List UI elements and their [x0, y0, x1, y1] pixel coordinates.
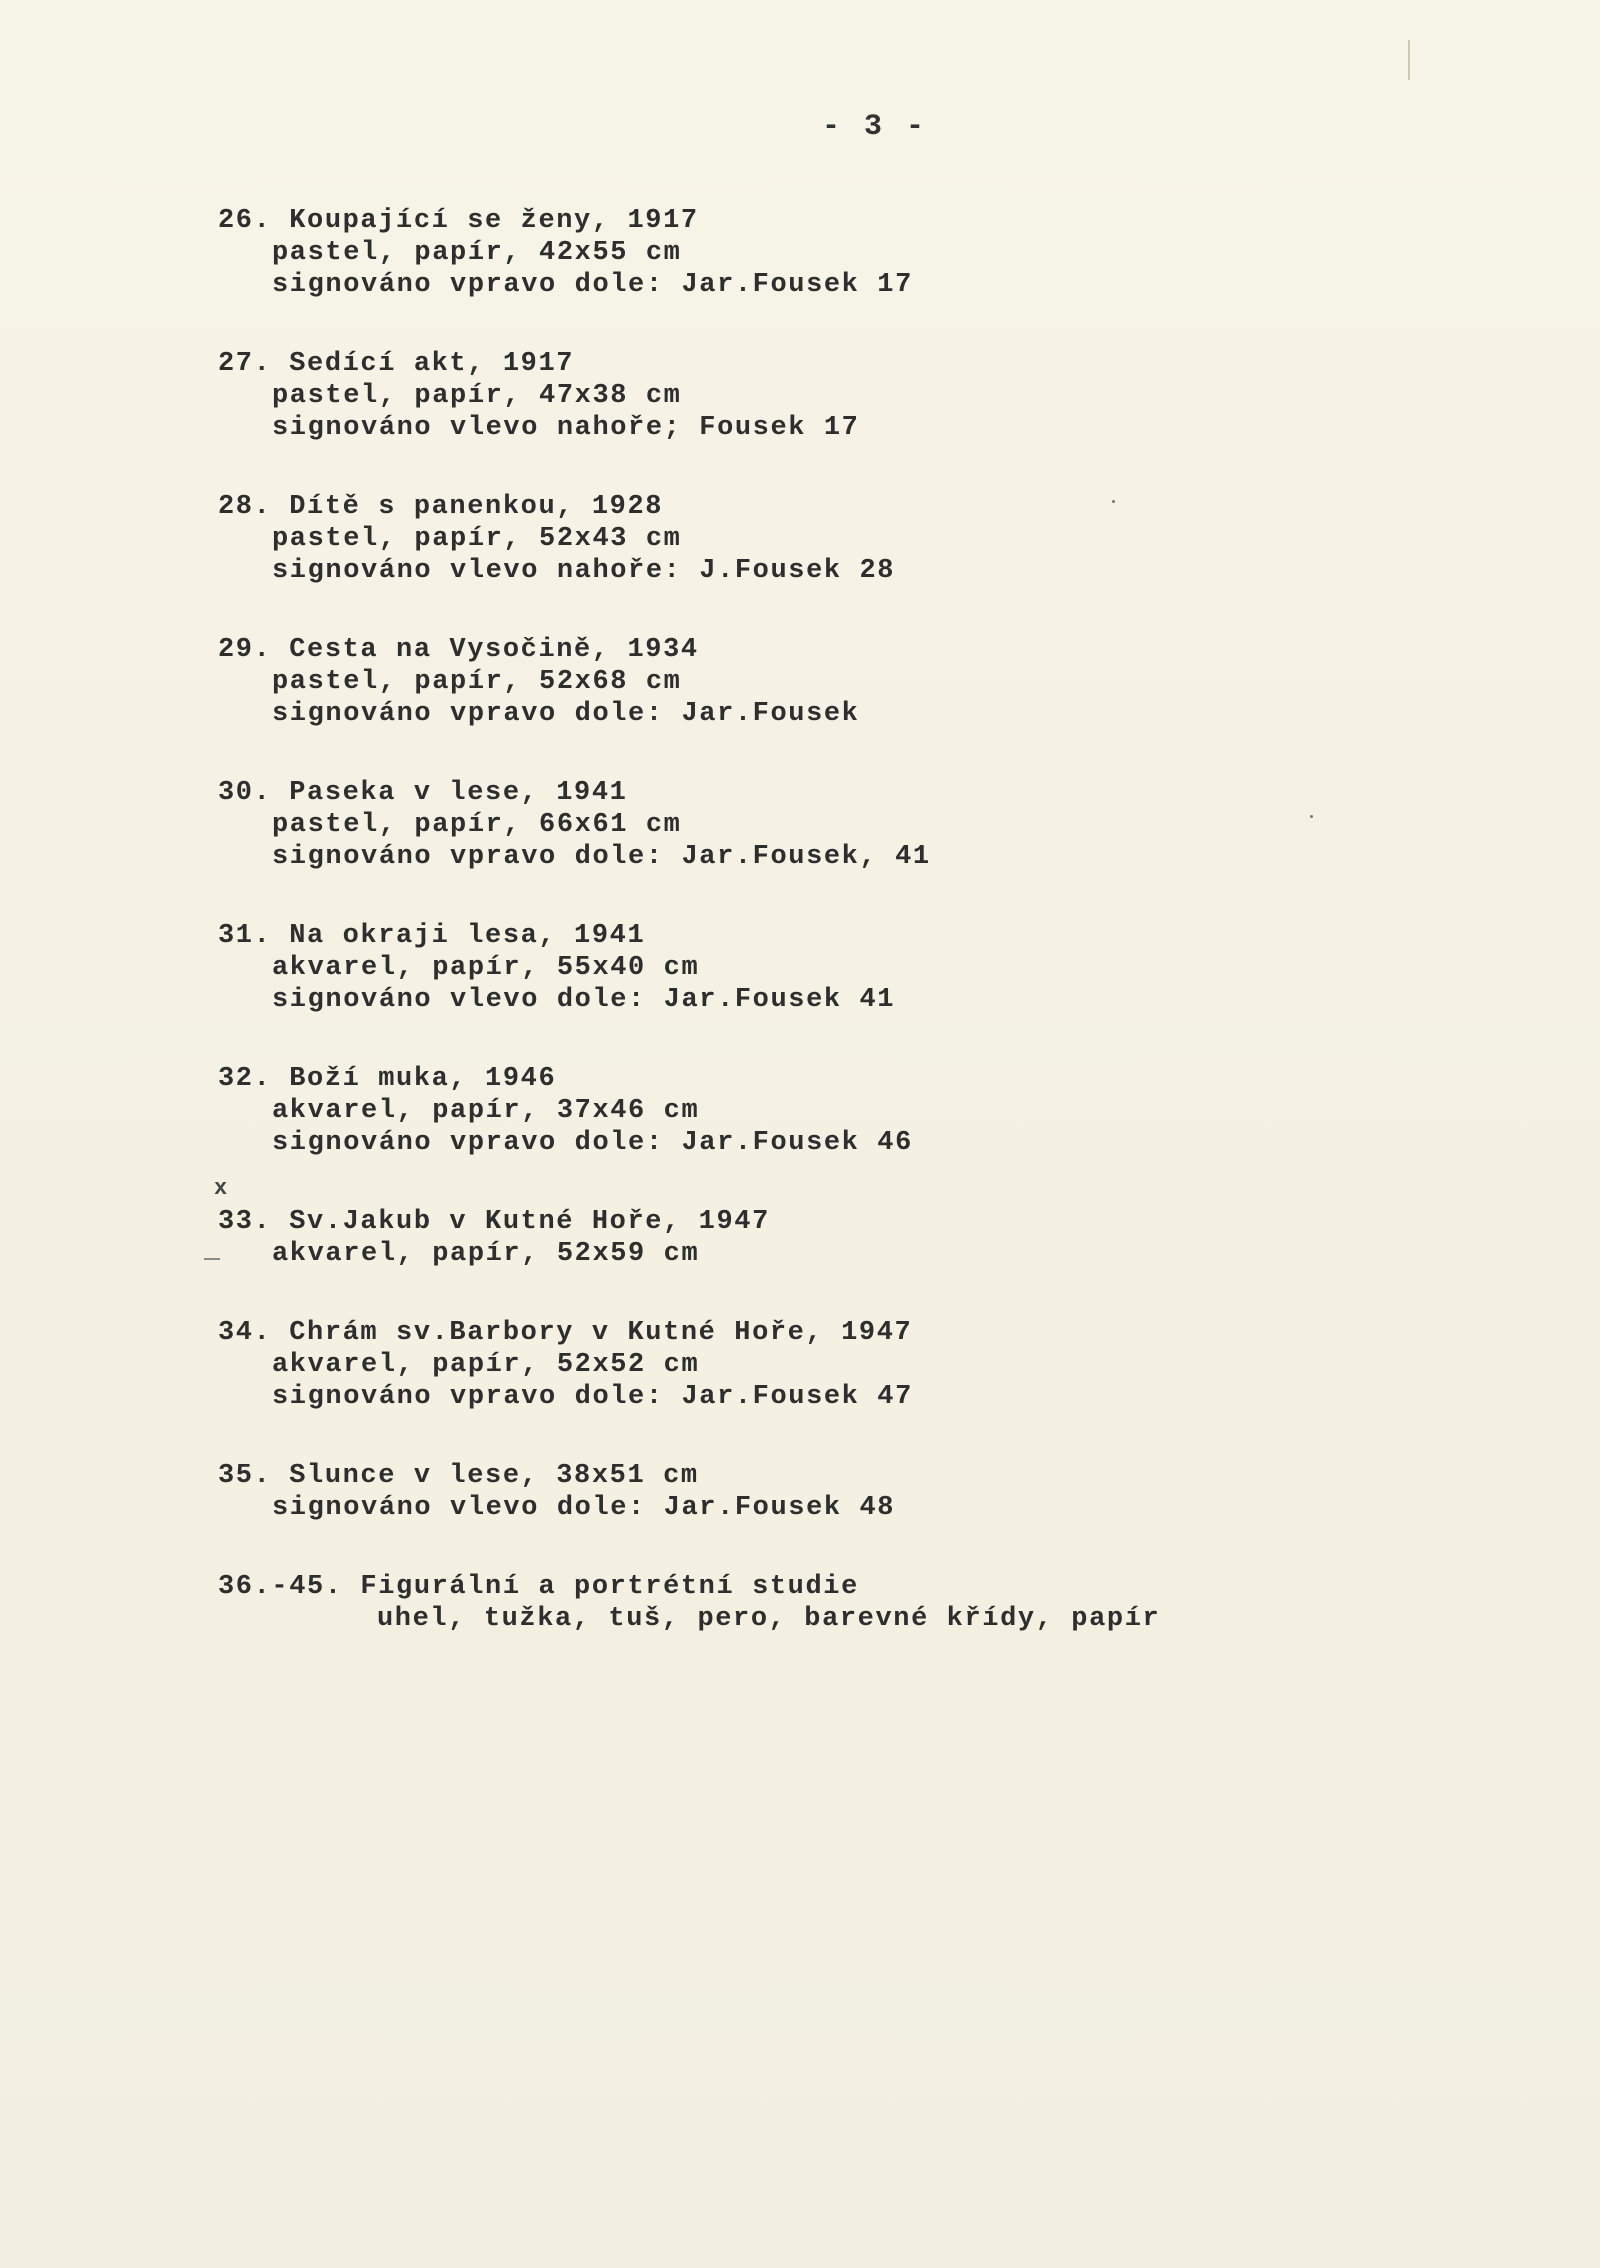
catalogue-list	[214, 205, 1518, 1682]
catalogue-entry	[218, 634, 1518, 730]
catalogue-entry	[218, 1460, 1518, 1524]
entry-title: 31. Na okraji lesa, 1941	[218, 921, 646, 951]
entry-title: 35. Slunce v lese, 38x51 cm	[218, 1461, 699, 1491]
catalogue-entry	[218, 1571, 1518, 1635]
entry-medium: akvarel, papír, 52x59 cm	[272, 1239, 700, 1269]
catalogue-entry	[218, 491, 1518, 587]
entry-signature: signováno vlevo dole: Jar.Fousek 48	[272, 1493, 896, 1523]
entry-title: 28. Dítě s panenkou, 1928	[218, 492, 664, 522]
catalogue-entry	[218, 1317, 1518, 1413]
entry-signature: signováno vlevo dole: Jar.Fousek 41	[272, 985, 896, 1015]
entry-title: 32. Boží muka, 1946	[218, 1064, 557, 1094]
entry-medium: pastel, papír, 52x68 cm	[272, 667, 682, 697]
entry-title: 33. Sv.Jakub v Kutné Hoře, 1947	[218, 1207, 770, 1237]
entry-medium: pastel, papír, 66x61 cm	[272, 810, 682, 840]
entry-title: 29. Cesta na Vysočině, 1934	[218, 635, 699, 665]
entry-signature: signováno vpravo dole: Jar.Fousek 17	[272, 270, 913, 300]
margin-dash	[204, 1258, 220, 1260]
catalogue-entry	[218, 920, 1518, 1016]
catalogue-entry	[218, 205, 1518, 301]
catalogue-entry	[218, 777, 1518, 873]
entry-title: 26. Koupající se ženy, 1917	[218, 206, 699, 236]
page-number: - 3 -	[822, 110, 928, 144]
entry-medium: uhel, tužka, tuš, pero, barevné křídy, papír	[377, 1604, 1161, 1634]
entry-medium: akvarel, papír, 55x40 cm	[272, 953, 700, 983]
catalogue-entry	[214, 1176, 1518, 1270]
entry-medium: akvarel, papír, 52x52 cm	[272, 1350, 700, 1380]
entry-title: 30. Paseka v lese, 1941	[218, 778, 628, 808]
entry-signature: signováno vpravo dole: Jar.Fousek, 41	[272, 842, 931, 872]
entry-signature: signováno vlevo nahoře; Fousek 17	[272, 413, 860, 443]
entry-signature: signováno vpravo dole: Jar.Fousek	[272, 699, 860, 729]
entry-medium: akvarel, papír, 37x46 cm	[272, 1096, 700, 1126]
entry-signature: signováno vpravo dole: Jar.Fousek 46	[272, 1128, 913, 1158]
margin-mark: x	[214, 1176, 228, 1201]
entry-title: 36.-45. Figurální a portrétní studie	[218, 1572, 859, 1602]
paper-edge-mark	[1408, 40, 1410, 80]
entry-title: 34. Chrám sv.Barbory v Kutné Hoře, 1947	[218, 1318, 913, 1348]
entry-title: 27. Sedící akt, 1917	[218, 349, 575, 379]
entry-medium: pastel, papír, 47x38 cm	[272, 381, 682, 411]
entry-medium: pastel, papír, 42x55 cm	[272, 238, 682, 268]
entry-medium: pastel, papír, 52x43 cm	[272, 524, 682, 554]
catalogue-entry	[218, 1063, 1518, 1159]
catalogue-entry	[218, 348, 1518, 444]
entry-signature: signováno vlevo nahoře: J.Fousek 28	[272, 556, 896, 586]
entry-signature: signováno vpravo dole: Jar.Fousek 47	[272, 1382, 913, 1412]
